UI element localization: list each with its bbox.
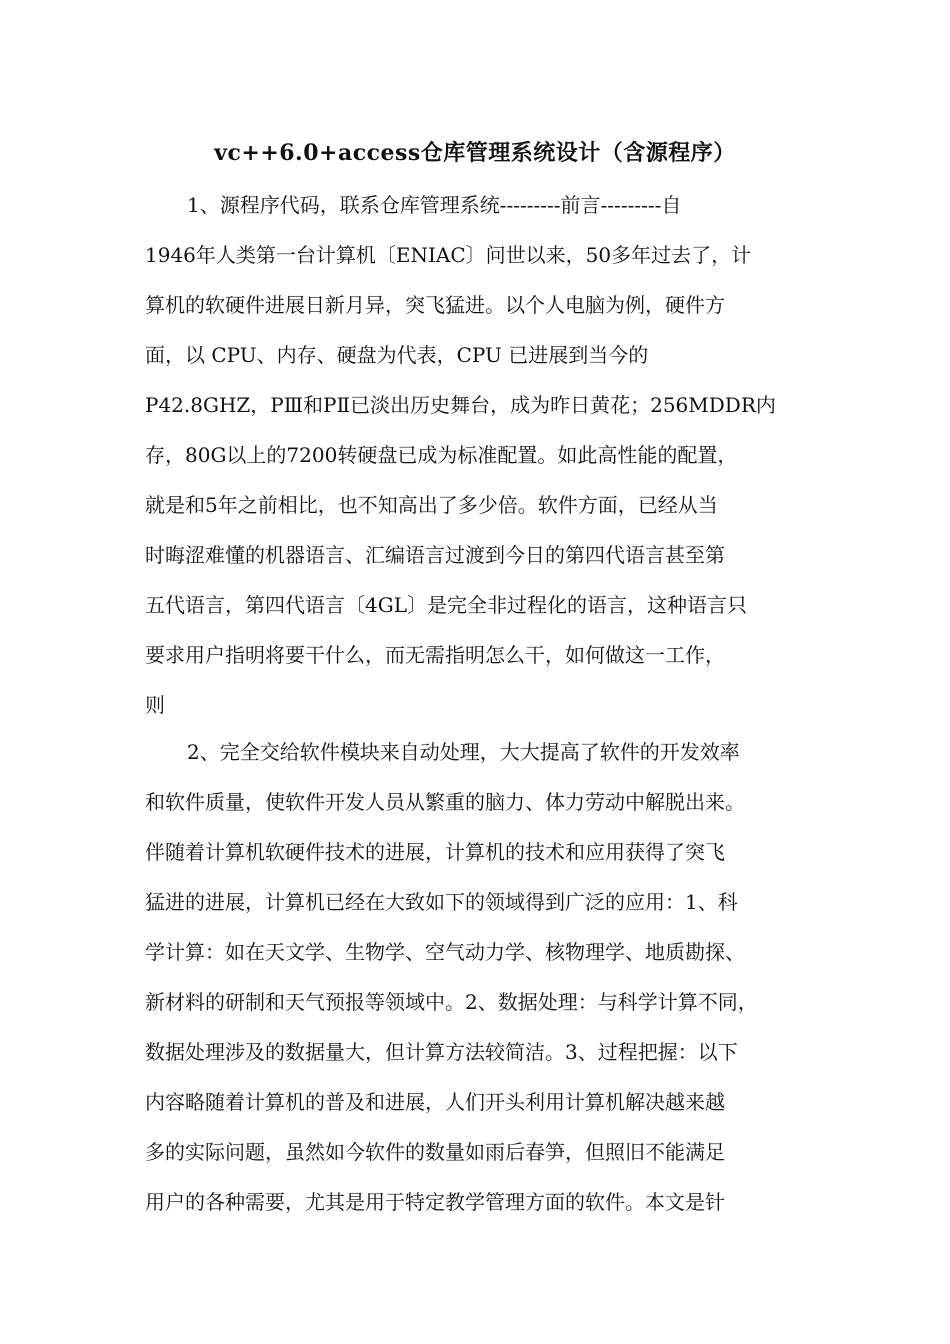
document-title: vc++6.0+access仓库管理系统设计（含源程序）: [214, 140, 736, 166]
paragraph-2: [145, 727, 805, 1227]
paragraph-line: 用户的各种需要，尤其是用于特定教学管理方面的软件。本文是针: [145, 1190, 725, 1214]
paragraph-1: [145, 180, 805, 730]
paragraph-line: 存，80G以上的7200转硬盘已成为标准配置。如此高性能的配置，: [145, 443, 738, 467]
paragraph-line: 多的实际问题，虽然如今软件的数量如雨后春笋，但照旧不能满足: [145, 1140, 725, 1164]
paragraph-line: 则: [145, 693, 165, 717]
paragraph-line: 就是和5年之前相比，也不知高出了多少倍。软件方面，已经从当: [145, 493, 718, 517]
paragraph-line: 数据处理涉及的数据量大，但计算方法较简洁。3、过程把握：以下: [145, 1040, 738, 1064]
paragraph-line: 面，以 CPU、内存、硬盘为代表，CPU 已进展到当今的: [145, 343, 649, 367]
paragraph-line: 1946年人类第一台计算机〔ENIAC〕问世以来，50多年过去了，计: [145, 243, 752, 267]
paragraph-line: 时晦涩难懂的机器语言、汇编语言过渡到今日的第四代语言甚至第: [145, 543, 725, 567]
paragraph-line: 伴随着计算机软硬件技术的进展，计算机的技术和应用获得了突飞: [145, 840, 725, 864]
paragraph-line: 和软件质量，使软件开发人员从繁重的脑力、体力劳动中解脱出来。: [145, 790, 745, 814]
paragraph-line: 猛进的进展，计算机已经在大致如下的领域得到广泛的应用：1、科: [145, 890, 738, 914]
paragraph-line: 算机的软硬件进展日新月异，突飞猛进。以个人电脑为例，硬件方: [145, 293, 725, 317]
paragraph-line: 要求用户指明将要干什么，而无需指明怎么干，如何做这一工作，: [145, 643, 725, 667]
paragraph-line: 五代语言，第四代语言〔4GL〕是完全非过程化的语言，这种语言只: [145, 593, 747, 617]
paragraph-line: 内容略随着计算机的普及和进展，人们开头利用计算机解决越来越: [145, 1090, 725, 1114]
paragraph-line: 学计算：如在天文学、生物学、空气动力学、核物理学、地质勘探、: [145, 940, 745, 964]
paragraph-line: P42.8GHZ，PⅢ和PⅡ已淡出历史舞台，成为昨日黄花；256MDDR内: [145, 393, 776, 417]
paragraph-line: 2、完全交给软件模块来自动处理，大大提高了软件的开发效率: [187, 740, 740, 764]
paragraph-line: 新材料的研制和天气预报等领域中。2、数据处理：与科学计算不同，: [145, 990, 758, 1014]
paragraph-line: 1、源程序代码，联系仓库管理系统---------前言---------自: [187, 193, 682, 217]
